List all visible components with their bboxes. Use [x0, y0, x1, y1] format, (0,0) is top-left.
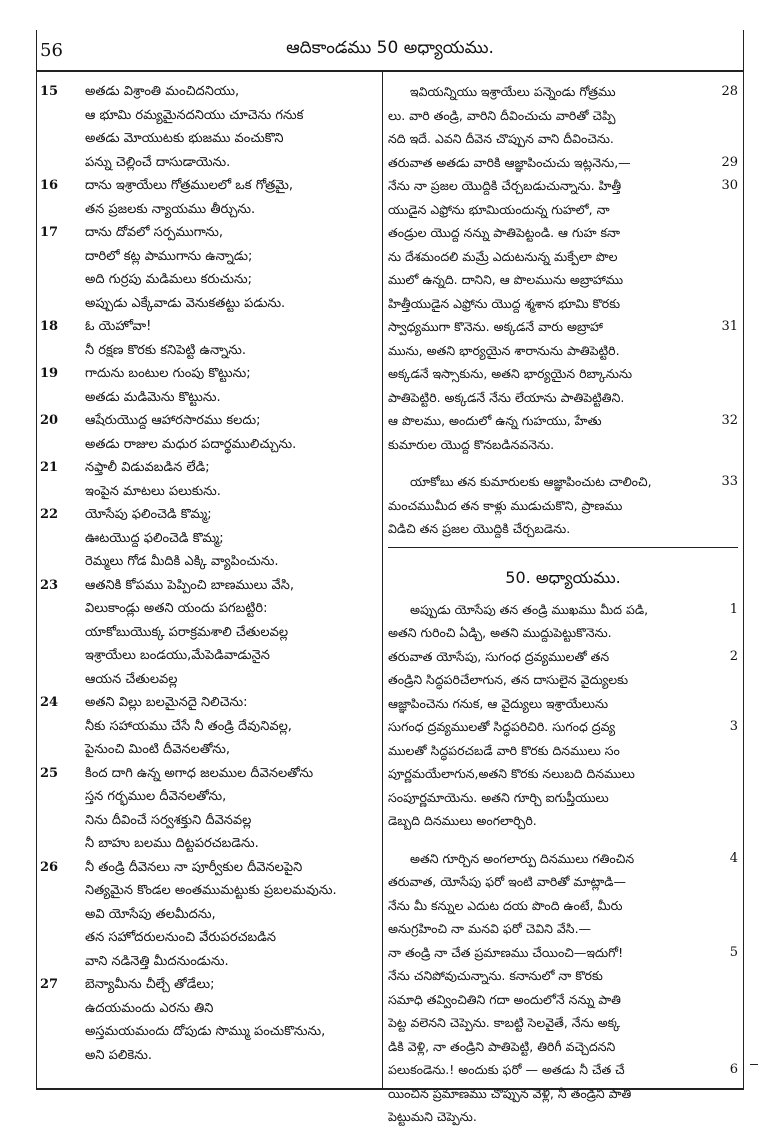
verse-line: [40, 762, 376, 786]
prose-line: [388, 362, 738, 386]
right-column: [388, 80, 738, 1129]
prose-text: ఆ పొలము, అందులో ఉన్న గుహయు, హేతు: [388, 413, 602, 428]
verse-line: [40, 127, 376, 151]
verse-line: [40, 597, 376, 621]
prose-text: యుడైన ఎఫ్రోను భూమియందున్న గుహలో, నా: [388, 201, 610, 217]
verse-line: [40, 80, 376, 104]
prose-text: యాకోబు తన కుమారులకు ఆజ్ఞాపించుట చాలించి,: [410, 474, 652, 489]
prose-line: [388, 964, 738, 988]
page-number: 56: [40, 40, 63, 61]
verse-number: 2: [729, 648, 738, 664]
running-title: ఆదికాండము 50 అధ్యాయము.: [286, 38, 494, 58]
prose-line: [388, 870, 738, 894]
verse-text: కింద దాగి ఉన్న అగాధ జలముల దీవెనలతోను: [85, 765, 314, 781]
verse-text: తన సహోదరులనుంచి వేరుపరచబడిన: [85, 930, 276, 945]
verse-line: [40, 832, 376, 856]
prose-line: [388, 470, 738, 494]
verse-text: అప్పుడు ఎక్కేవాడు వెనుకతట్టు పడును.: [85, 295, 286, 311]
verse-line: [40, 973, 376, 997]
verse-line: [40, 738, 376, 762]
verse-text: ఉదయమందు ఎరను తిని: [85, 1000, 214, 1016]
verse-text: రెమ్మలు గోడ మీదికి ఎక్కి వ్యాపించును.: [85, 554, 279, 569]
verse-number: 19: [40, 366, 59, 381]
verse-number: 26: [40, 859, 59, 875]
prose-text: స్వాధ్యముగా కొనెను. అక్కడనే వారు అబ్రాహా: [388, 319, 603, 334]
prose-text: ఆజ్ఞాపించెను గనుక, ఆ వైద్యులు ఇశ్రాయేలును: [388, 695, 609, 711]
verse-text: పన్ను చెల్లించే దాసుడాయెను.: [85, 154, 231, 170]
prose-line: [388, 433, 738, 457]
prose-text: మంచముమీద తన కాళ్లు ముడుచుకొని, ప్రాణము: [388, 497, 623, 513]
verse-number: 3: [729, 719, 738, 734]
verse-text: బెన్యామీను చీల్చే తోడేలు;: [85, 977, 215, 992]
prose-text: ఇవియన్నియు ఇశ్రాయేలు పన్నెండు గోత్రము: [410, 84, 616, 99]
prose-line: [388, 917, 738, 941]
verse-text: నీ రక్షణ కొరకు కనిపెట్టి ఉన్నాను.: [85, 342, 246, 358]
prose-text: పలుకండెను.! అందుకు ఫరో — అతడు నీ చేత చే: [388, 1062, 625, 1077]
column-divider: [382, 72, 383, 1088]
verse-line: [40, 245, 376, 269]
prose-line: [388, 221, 738, 245]
prose-line: [388, 174, 738, 198]
prose-text: తరువాత అతడు వారికి ఆజ్ఞాపించుచు ఇట్లనెను,—: [388, 154, 631, 170]
verse-line: [40, 926, 376, 950]
verse-text: నీ బాహు బలము దిట్టపరచబడెను.: [85, 836, 259, 851]
prose-line: [388, 517, 738, 541]
prose-text: మును, అతని భార్యయైన శారానును పాతిపెట్టిరి.: [388, 342, 620, 358]
prose-text: విడిచి తన ప్రజల యొద్దికి చేర్చబడెను.: [388, 521, 571, 536]
verse-line: [40, 950, 376, 974]
verse-line: [40, 339, 376, 363]
verse-text: అతడు విశ్రాంతి మంచిదనియు,: [85, 84, 240, 99]
prose-line: [388, 786, 738, 810]
prose-line: [388, 941, 738, 965]
prose-text: తరువాత యోసేపు, సుగంధ ద్రవ్యములతో తన: [388, 648, 610, 664]
prose-text: ములతో సిద్ధపరచబడే వారి కొరకు దినములు సం: [388, 742, 620, 758]
verse-text: అని పలికెను.: [85, 1047, 152, 1063]
prose-line: [388, 198, 738, 222]
prose-text: అతని గురించి ఏడ్చి, అతని ముద్దుపెట్టుకొనెను.: [388, 625, 612, 640]
verse-text: అతడు మడిమెను కొట్టును.: [85, 389, 221, 405]
verse-number: 5: [729, 944, 738, 960]
verse-text: అస్తమయమందు దోపుడు సొమ్ము పంచుకొనును,: [85, 1024, 326, 1039]
verse-text: నీ తండ్రి దీవెనలు నా పూర్వీకుల దీవెనలపైని: [85, 859, 303, 875]
verse-number: 21: [40, 460, 59, 475]
chapter-separator: [388, 547, 738, 548]
verse-line: [40, 621, 376, 645]
prose-line: [388, 1082, 738, 1106]
page-frame-right: [743, 30, 744, 1090]
verse-line: [40, 456, 376, 480]
prose-line: [388, 127, 738, 151]
verse-text: ఆయన చేతులవల్ల: [85, 671, 178, 687]
prose-line: [388, 104, 738, 128]
verse-number: 23: [40, 577, 59, 593]
prose-text: నేను నా ప్రజల యొద్దికి చేర్చబడుచున్నాను. హిత్తీ: [388, 178, 622, 193]
verse-text: దాను దోవలో సర్పముగాను,: [85, 225, 224, 240]
verse-number: 24: [40, 695, 59, 710]
prose-text: కుమారుల యొద్ద కొనబడినవనెను.: [388, 436, 555, 452]
verse-line: [40, 785, 376, 809]
verse-line: [40, 268, 376, 292]
prose-text: డెబ్బది దినములు అంగలార్చిరి.: [388, 813, 537, 828]
prose-text: అతని గూర్చిన అంగలార్పు దినములు గతించిన: [410, 850, 635, 866]
prose-text: పెట్ట వలెనని చెప్పెను. కాబట్టి సెలవైతే, నేను అక్క: [388, 1015, 621, 1030]
prose-line: [388, 1035, 738, 1059]
verse-text: అతని విల్లు బలమైనదై నిలిచెను:: [85, 695, 248, 710]
prose-text: సమాధి తవ్వించితిని గదా అందులోనే నన్ను పాతి: [388, 991, 621, 1007]
prose-line: [388, 809, 738, 833]
verse-text: ఆతనికి కోపము పెప్పించి బాణములు వేసి,: [85, 577, 295, 593]
verse-line: [40, 668, 376, 692]
verse-line: [40, 1044, 376, 1068]
prose-line: [388, 894, 738, 918]
chapter-50-verses-4-6: [388, 847, 738, 1129]
prose-line: [388, 339, 738, 363]
chapter-heading: 50. అధ్యాయము.: [505, 567, 621, 587]
verse-line: [40, 315, 376, 339]
prose-text: ములో ఉన్నది. దానిని, ఆ పొలమును అబ్రాహాము: [388, 272, 624, 287]
prose-line: [388, 315, 738, 339]
verse-text: నిత్యమైన కొండల అంతముమట్టుకు ప్రబలమవును.: [85, 883, 337, 898]
prose-line: [388, 762, 738, 786]
verse-text: అవి యోసేపు తలమీదను,: [85, 906, 216, 922]
verse-number: 18: [40, 319, 59, 334]
verse-number: 17: [40, 225, 59, 240]
verse-text: స్తన గర్భముల దీవెనలతోను,: [85, 789, 227, 804]
prose-line: [388, 988, 738, 1012]
verse-line: [40, 433, 376, 457]
prose-text: నేను మీ కన్నుల ఎదుట దయ పొంది ఉంటే, మీరు: [388, 897, 623, 913]
verse-line: [40, 480, 376, 504]
verse-line: [40, 809, 376, 833]
verse-line: [40, 174, 376, 198]
verse-line: [40, 386, 376, 410]
verse-number: 27: [40, 977, 59, 992]
verse-text: దాను ఇశ్రాయేలు గోత్రములలో ఒక గోత్రమై,: [85, 178, 294, 193]
verse-text: తన ప్రజలకు న్యాయము తీర్చును.: [85, 201, 256, 217]
header-rule: [36, 70, 744, 72]
verse-line: [40, 198, 376, 222]
left-column: [40, 80, 376, 1067]
verse-line: [40, 903, 376, 927]
verse-line: [40, 409, 376, 433]
verse-text: నఫ్తాలీ విడువబడిన లేడి;: [85, 460, 210, 475]
verse-line: [40, 503, 376, 527]
footer-rule: [36, 1088, 744, 1090]
verse-number: 22: [40, 507, 59, 522]
prose-line: [388, 1058, 738, 1082]
prose-line: [388, 268, 738, 292]
prose-text: సుగంధ ద్రవ్యములతో సిద్ధపరిచిరి. సుగంధ ద్రవ్య: [388, 719, 616, 734]
verse-number: 28: [721, 84, 738, 99]
chapter-50-verses-1-3: [388, 598, 738, 833]
prose-text: తరువాత, యోసేపు ఫరో ఇంటి వారితో మాట్లాడి—: [388, 874, 627, 889]
prose-line: [388, 692, 738, 716]
verses-28-32-block: [388, 80, 738, 456]
prose-line: [388, 245, 738, 269]
verse-text: నీకు సహాయము చేసే నీ తండ్రి దేవునివల్ల,: [85, 718, 292, 734]
verse-line: [40, 856, 376, 880]
verse-line: [40, 362, 376, 386]
verse-text: యాకోబుయొక్క పరాక్రమశాలి చేతులవల్ల: [85, 624, 289, 640]
verse-text: ఆషేరుయొద్ద ఆహారసారము కలదు;: [85, 413, 261, 428]
prose-line: [388, 668, 738, 692]
verse-text: ఊటయొద్ద ఫలించెడి కొమ్మ;: [85, 530, 224, 546]
verse-line: [40, 104, 376, 128]
verse-text: ఇశ్రాయేలు బండయు,మేపెడివాడునైన: [85, 648, 270, 663]
verse-text: అతడు రాజుల మధుర పదార్థములిచ్చును.: [85, 436, 297, 452]
verse-number: 20: [40, 413, 59, 428]
verse-text: అతడు మోయుటకు భుజము వంచుకొని: [85, 131, 284, 146]
verse-text: గాదును బంటుల గుంపు కొట్టును;: [85, 366, 251, 381]
prose-line: [388, 1011, 738, 1035]
verse-text: ఓ యెహోవా!: [85, 319, 152, 334]
verse-line: [40, 292, 376, 316]
verse-text: దారిలో కట్ల పాముగాను ఉన్నాడు;: [85, 248, 253, 264]
verse-line: [40, 151, 376, 175]
margin-mark: [750, 1064, 758, 1065]
prose-text: తండ్రిని సిద్ధపరిచేలాగున, తన దాసులైన వైద్యులకు: [388, 672, 629, 687]
verse-text: పైనుంచి మింటి దీవెనలతోను,: [85, 742, 230, 757]
verse-text: ఆ భూమి రమ్యమైనదనియు చూచెను గనుక: [85, 107, 304, 123]
prose-text: అప్పుడు యోసేపు తన తండ్రి ముఖము మీద పడి,: [410, 601, 649, 617]
prose-text: అక్కడనే ఇస్సాకును, అతని భార్యయైన రిబ్కానును: [388, 366, 633, 381]
prose-text: సంపూర్ణమాయెను. అతని గూర్చి ఐగుప్తీయులు: [388, 789, 609, 805]
verse-text: వాని నడినెత్తి మీదనుండును.: [85, 953, 229, 969]
verse-text: నిను దీవించే సర్వశక్తుని దీవెనవల్ల: [85, 812, 252, 828]
verse-line: [40, 997, 376, 1021]
prose-line: [388, 80, 738, 104]
verse-number: 29: [721, 154, 738, 170]
verse-line: [40, 715, 376, 739]
verse-text: అది గుర్రపు మడిమలు కరుచును;: [85, 272, 252, 287]
verse-line: [40, 550, 376, 574]
prose-text: పెట్టుమని చెప్పెను.: [388, 1109, 477, 1124]
prose-text: నది ఇదే. ఎవని దీవెన చొప్పున వాని దీవించెను.: [388, 131, 614, 146]
verse-number: 25: [40, 765, 59, 781]
prose-text: లు. వారి తండ్రి, వారిని దీవించుచు వారితో చెప్పి: [388, 107, 616, 123]
verse-line: [40, 644, 376, 668]
prose-text: పాతిపెట్టిరి. అక్కడనే నేను లేయాను పాతిపెట్టితిని.: [388, 389, 625, 405]
prose-line: [388, 621, 738, 645]
prose-line: [388, 847, 738, 871]
page-header: [36, 30, 744, 70]
verse-number: 6: [729, 1062, 738, 1077]
verse-line: [40, 574, 376, 598]
prose-line: [388, 292, 738, 316]
verse-number: 1: [729, 601, 738, 617]
prose-text: యించిన ప్రమాణము చొప్పున వెళ్లి, నీ తండ్రిని పాతి: [388, 1085, 632, 1101]
verse-number: 31: [721, 319, 738, 334]
verse-line: [40, 879, 376, 903]
page-frame-left: [36, 30, 37, 1090]
verse-number: 33: [721, 474, 738, 489]
verse-line: [40, 221, 376, 245]
prose-line: [388, 598, 738, 622]
verse-text: విలుకాండ్లు అతని యందు పగబట్టిరి:: [85, 601, 268, 616]
verse-number: 16: [40, 178, 59, 193]
verse-number: 15: [40, 84, 59, 99]
prose-line: [388, 645, 738, 669]
prose-text: డికి వెళ్లి, నా తండ్రిని పాతిపెట్టి, తిరిగీ వచ్చెదనని: [388, 1038, 616, 1054]
verse-text: యోసేపు ఫలించెడి కొమ్మ;: [85, 507, 212, 522]
verse-line: [40, 1020, 376, 1044]
verse-line: [40, 527, 376, 551]
verse-line: [40, 691, 376, 715]
verse-number: 4: [729, 850, 738, 866]
prose-text: నేను చనిపోవుచున్నాను. కనానులో నా కొరకు: [388, 968, 603, 983]
verse-number: 30: [721, 178, 738, 193]
prose-line: [388, 494, 738, 518]
prose-line: [388, 715, 738, 739]
prose-line: [388, 151, 738, 175]
verse-text: ఇంపైన మాటలు పలుకును.: [85, 483, 221, 499]
prose-text: నా తండ్రి నా చేత ప్రమాణము చేయించి—ఇదుగో!: [388, 944, 624, 960]
verse-33-block: [388, 470, 738, 541]
prose-text: పూర్ణమయేలాగున,అతని కొరకు నలుబది దినములు: [388, 766, 635, 781]
prose-text: హిత్తీయుడైన ఎఫ్రోను యొద్ద శ్మశాన భూమి కొరకు: [388, 295, 621, 311]
prose-text: ను దేశమందలి మమ్రే ఎదుటనున్న మక్పేలా పొల: [388, 248, 618, 264]
prose-line: [388, 386, 738, 410]
prose-line: [388, 409, 738, 433]
prose-text: అనుగ్రహించి నా మనవి ఫరో చెవిని వేసి.—: [388, 921, 592, 936]
verse-number: 32: [721, 413, 738, 428]
prose-text: తండ్రుల యొద్ద నన్ను పాతిపెట్టండి. ఆ గుహ కనా: [388, 225, 620, 240]
prose-line: [388, 739, 738, 763]
